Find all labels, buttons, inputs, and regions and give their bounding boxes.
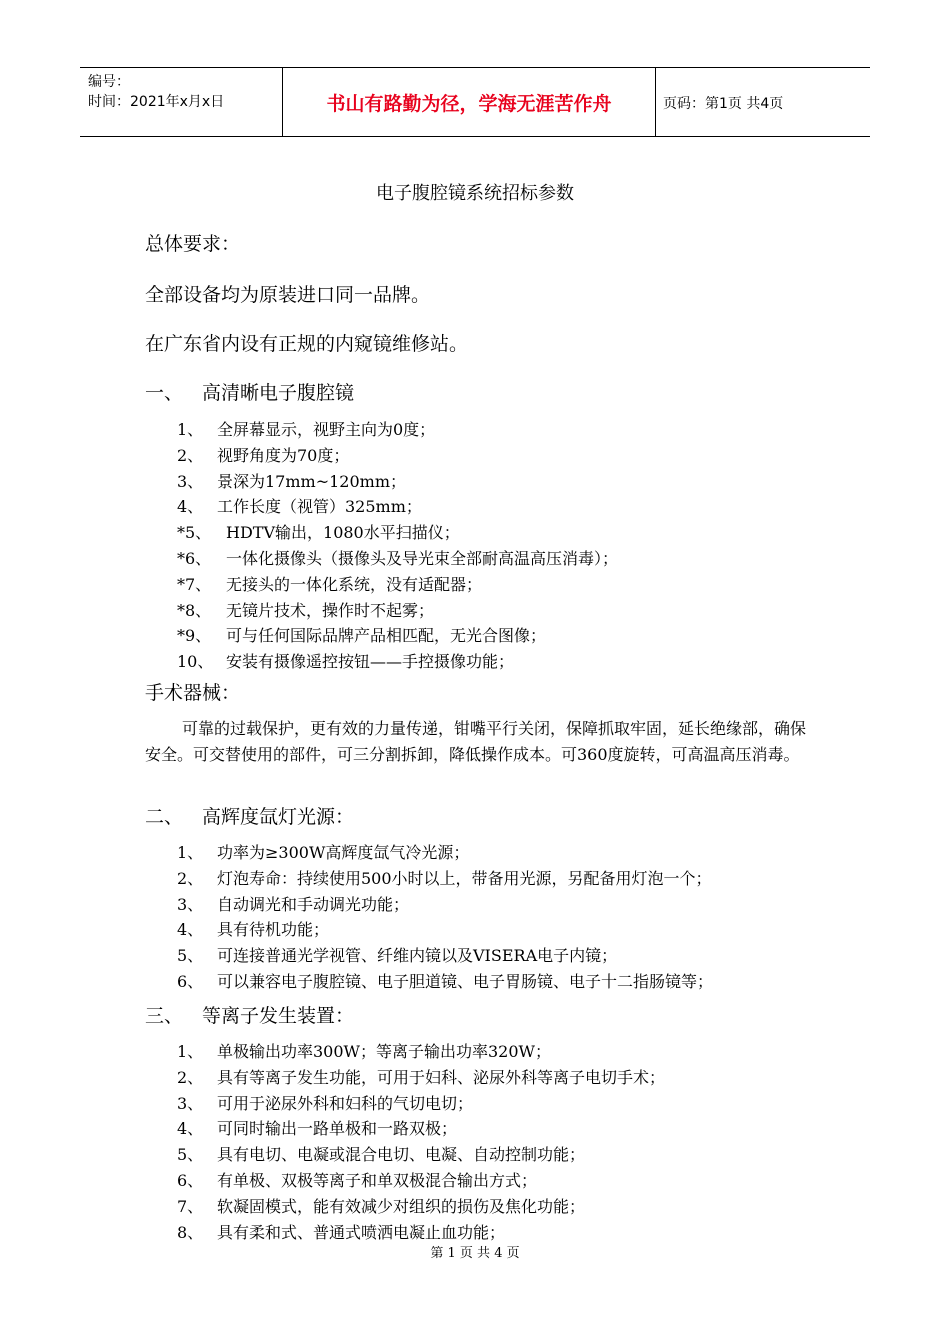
header-motto: 书山有路勤为径，学海无涯苦作舟 (326, 93, 612, 115)
list-item (177, 1116, 665, 1142)
section-1-heading (145, 380, 354, 406)
general-line-1: 全部设备均为原装进口同一品牌。 (145, 284, 431, 306)
list-item-number: 3、 (177, 894, 204, 914)
header-number-label: 编号： (88, 74, 130, 90)
instruments-heading: 手术器械： (145, 682, 241, 704)
list-item-text: 一体化摄像头（摄像头及导光束全部耐高温高压消毒）； (226, 548, 619, 568)
list-item-text: 安装有摄像遥控按钮——手控摄像功能； (226, 652, 515, 672)
page-header (80, 67, 870, 137)
section-1-list (177, 417, 618, 675)
list-item-text: 有单极、双极等离子和单双极混合输出方式； (217, 1170, 538, 1190)
list-item-number: 1、 (177, 843, 204, 862)
list-item-text: 无接头的一体化系统，没有适配器； (226, 574, 483, 594)
list-item-text: 单极输出功率300W；等离子输出功率320W； (217, 1042, 551, 1061)
list-item (177, 623, 618, 649)
list-item (177, 520, 618, 546)
list-item-text: 全屏幕显示，视野主向为0度； (217, 420, 436, 439)
list-item (177, 1220, 665, 1246)
list-item (177, 1142, 665, 1168)
list-item-number: *5、 (177, 523, 212, 543)
section-2-heading (145, 804, 354, 830)
document-title: 电子腹腔镜系统招标参数 (376, 183, 574, 204)
list-item (177, 943, 713, 969)
list-item (177, 892, 713, 918)
section-2-list (177, 840, 713, 995)
list-item-number: 8、 (177, 1222, 204, 1242)
section-3-number: 三、 (145, 1005, 184, 1027)
list-item (177, 917, 713, 943)
list-item (177, 1039, 665, 1065)
list-item-text: 具有柔和式、普通式喷洒电凝止血功能； (217, 1222, 506, 1242)
section-3-heading (145, 1003, 354, 1029)
list-item-number: 6、 (177, 971, 204, 991)
list-item-text: 具有等离子发生功能，可用于妇科、泌尿外科等离子电切手术； (217, 1067, 666, 1087)
header-time-label: 时间：2021年x月x日 (88, 94, 225, 110)
list-item-number: 3、 (177, 471, 204, 491)
list-item (177, 1065, 665, 1091)
list-item-number: 1、 (177, 1042, 204, 1061)
list-item (177, 1168, 665, 1194)
list-item-number: 5、 (177, 946, 204, 966)
list-item-text: HDTV输出，1080水平扫描仪； (226, 523, 460, 543)
list-item-number: 2、 (177, 445, 204, 465)
section-3-list (177, 1039, 665, 1245)
list-item-text: 软凝固模式，能有效减少对组织的损伤及焦化功能； (217, 1196, 586, 1216)
list-item-text: 可用于泌尿外科和妇科的气切电切； (217, 1093, 474, 1113)
header-motto-cell (282, 68, 656, 136)
list-item-text: 可以兼容电子腹腔镜、电子胆道镜、电子胃肠镜、电子十二指肠镜等； (217, 971, 714, 991)
list-item-text: 可连接普通光学视管、纤维内镜以及VISERA电子内镜； (217, 946, 618, 966)
list-item-text: 可与任何国际品牌产品相匹配，无光合图像； (226, 626, 547, 646)
list-item-number: 4、 (177, 920, 204, 940)
list-item-text: 可同时输出一路单极和一路双极； (217, 1119, 458, 1139)
list-item-text: 无镜片技术，操作时不起雾； (226, 600, 435, 620)
list-item-text: 工作长度（视管）325mm； (217, 497, 422, 517)
list-item (177, 546, 618, 572)
page-footer: 第 1 页 共 4 页 (430, 1246, 520, 1261)
list-item-text: 功率为≥300W高辉度氙气冷光源； (217, 843, 470, 862)
list-item-number: *7、 (177, 574, 212, 594)
list-item (177, 494, 618, 520)
section-2-title: 高辉度氙灯光源： (202, 806, 355, 828)
list-item (177, 1194, 665, 1220)
list-item (177, 469, 618, 495)
general-line-2: 在广东省内设有正规的内窥镜维修站。 (145, 333, 469, 355)
list-item-text: 具有电切、电凝或混合电切、电凝、自动控制功能； (217, 1145, 586, 1165)
list-item (177, 598, 618, 624)
section-1-title: 高清晰电子腹腔镜 (202, 382, 355, 404)
list-item (177, 443, 618, 469)
list-item-number: 2、 (177, 1067, 204, 1087)
list-item-number: *6、 (177, 548, 212, 568)
list-item (177, 572, 618, 598)
list-item (177, 840, 713, 866)
list-item-number: 5、 (177, 1145, 204, 1165)
instruments-paragraph: 可靠的过载保护，更有效的力量传递，钳嘴平行关闭，保障抓取牢固，延长绝缘部，确保安全。可交替使用的部件，可三分割拆卸，降低操作成本。可360度旋转，可高温高压消毒。 (145, 719, 807, 764)
list-item-number: 2、 (177, 868, 204, 888)
header-page-label: 页码：第1页 共4页 (663, 96, 784, 112)
section-3-title: 等离子发生装置： (202, 1005, 355, 1027)
section-2-number: 二、 (145, 806, 184, 828)
list-item-number: 7、 (177, 1196, 204, 1216)
general-heading: 总体要求： (145, 233, 241, 255)
list-item-number: 3、 (177, 1093, 204, 1113)
list-item-text: 具有待机功能； (217, 920, 330, 940)
list-item (177, 649, 618, 675)
list-item-text: 灯泡寿命：持续使用500小时以上，带备用光源，另配备用灯泡一个； (217, 868, 712, 888)
list-item (177, 417, 618, 443)
list-item (177, 1091, 665, 1117)
list-item-number: *8、 (177, 600, 212, 620)
list-item-text: 自动调光和手动调光功能； (217, 894, 410, 914)
list-item-number: 10、 (177, 652, 214, 672)
list-item-text: 视野角度为70度； (217, 445, 350, 465)
list-item-number: *9、 (177, 626, 212, 646)
list-item-number: 6、 (177, 1170, 204, 1190)
list-item-number: 4、 (177, 1119, 204, 1139)
list-item (177, 969, 713, 995)
header-meta-cell (80, 68, 282, 136)
list-item-number: 4、 (177, 497, 204, 517)
list-item-number: 1、 (177, 420, 204, 439)
list-item-text: 景深为17mm~120mm； (217, 471, 406, 491)
section-1-number: 一、 (145, 382, 184, 404)
list-item (177, 866, 713, 892)
header-page-cell (655, 68, 870, 136)
